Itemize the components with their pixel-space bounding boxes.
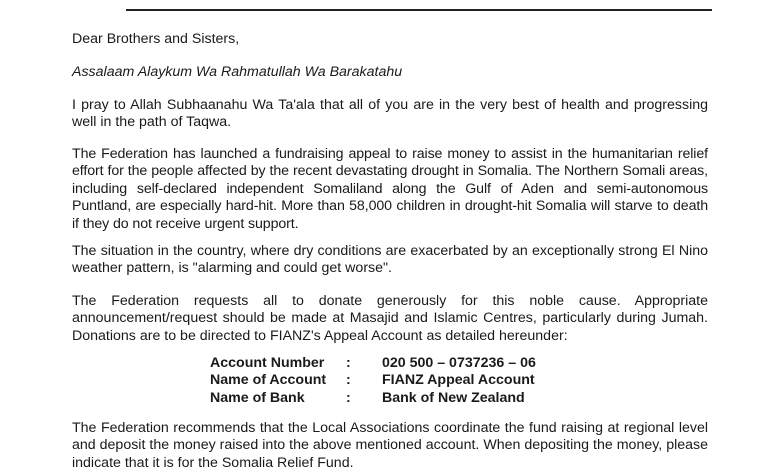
account-value: Bank of New Zealand: [382, 389, 525, 406]
salutation: Dear Brothers and Sisters,: [72, 31, 240, 47]
header-rule: [126, 9, 712, 11]
account-row: [210, 390, 536, 407]
paragraph-appeal: The Federation has launched a fundraising appeal to raise money to assist in the humanitarian relief effort for the people affected by the recent devastating drought in Somalia. The Northern Somali areas, including self-declared independent Somaliland along the Gulf of Aden and semi-autonomous Puntland, are especially hard-hit. More than 58,000 children in drought-hit Somalia will starve to death if they do not receive urgent support.: [72, 146, 708, 232]
paragraph-recommendation: The Federation recommends that the Local Associations coordinate the fund raising at regional level and deposit the money raised into the above mentioned account. When depositing the money, please indicate that it is for the Somalia Relief Fund.: [72, 420, 708, 471]
paragraph-prayer: I pray to Allah Subhaanahu Wa Ta'ala that all of you are in the very best of health and progressing well in the path of Taqwa.: [72, 97, 708, 131]
account-label: Name of Account: [210, 372, 327, 389]
paragraph-situation: The situation in the country, where dry conditions are exacerbated by an exceptionally strong El Nino weather pattern, is "alarming and could get worse".: [72, 243, 708, 277]
account-label: Account Number: [210, 355, 325, 371]
account-row: [210, 355, 536, 372]
account-label: Name of Bank: [210, 389, 305, 406]
account-value: 020 500 – 0737236 – 06: [382, 355, 536, 371]
account-row: [210, 372, 536, 389]
account-separator: :: [346, 372, 351, 389]
islamic-greeting: Assalaam Alaykum Wa Rahmatullah Wa Barakatahu: [72, 64, 403, 80]
account-value: FIANZ Appeal Account: [382, 372, 535, 389]
account-details: [210, 355, 536, 407]
account-separator: :: [346, 355, 351, 371]
account-separator: :: [346, 389, 351, 406]
paragraph-donate-request: The Federation requests all to donate generously for this noble cause. Appropriate announcement/request should be made at Masajid and Islamic Centres, particularly during Jumah. Donations are to be directed to FIANZ's Appeal Account as detailed hereunder:: [72, 293, 708, 344]
